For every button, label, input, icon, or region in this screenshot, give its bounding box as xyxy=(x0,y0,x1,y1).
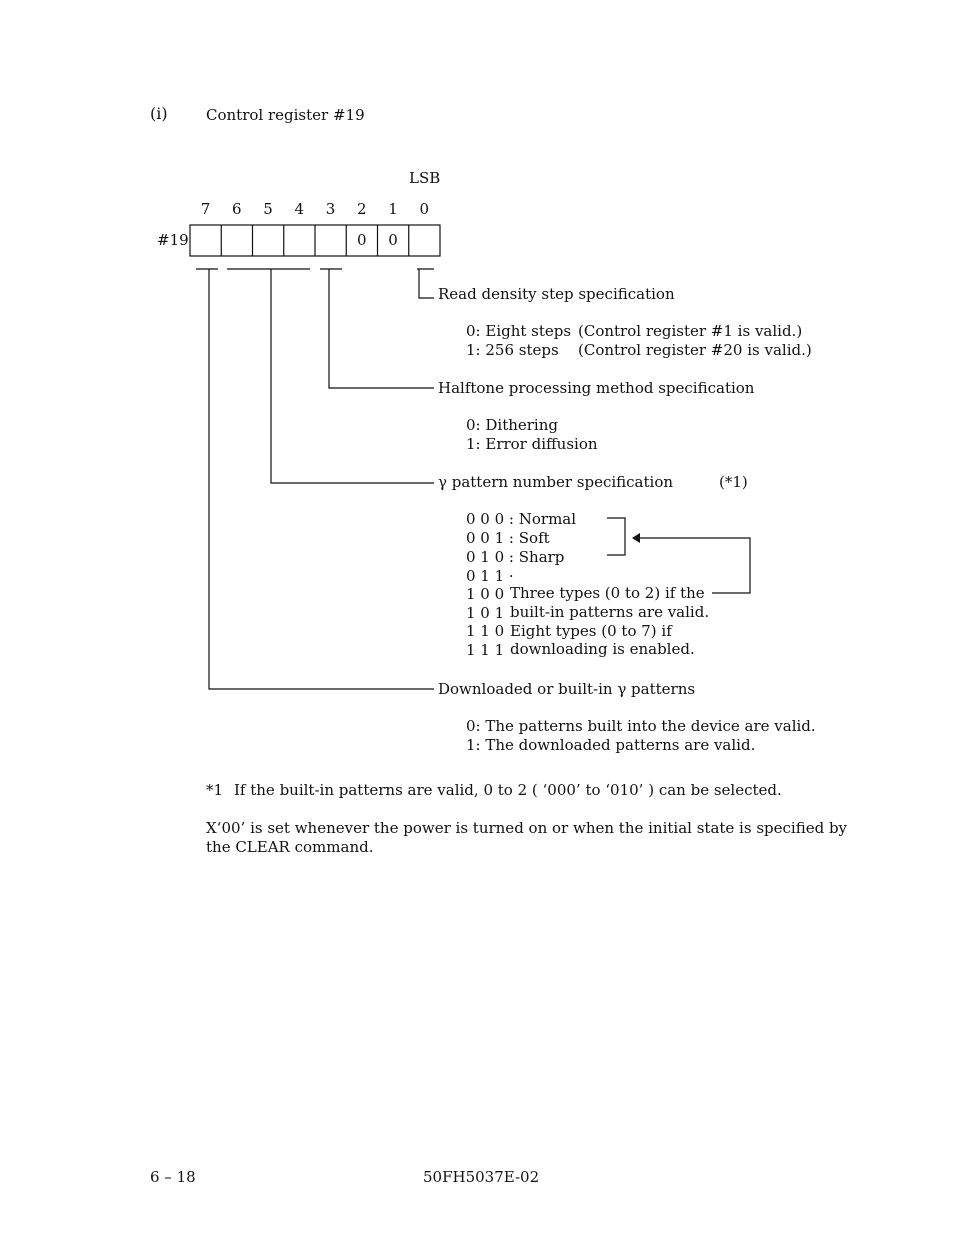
page-number: 6 – 18 xyxy=(150,1168,196,1186)
bit-number: 7 xyxy=(200,200,211,218)
gamma-note: Eight types (0 to 7) if xyxy=(510,622,672,640)
gamma-footnote-ref: (*1) xyxy=(719,473,748,491)
bit-number: 5 xyxy=(263,200,273,218)
read-density-option-note: (Control register #1 is valid.) xyxy=(578,322,803,340)
bit-cell: 0 xyxy=(388,231,398,249)
gamma-code: 1 0 0 xyxy=(466,585,505,603)
read-density-option-code: 1: 256 steps xyxy=(466,341,559,359)
bit-cell: 0 xyxy=(356,231,367,249)
lsb-label: LSB xyxy=(409,169,441,187)
halftone-title: Halftone processing method specification xyxy=(438,379,755,397)
section-title: Control register #19 xyxy=(206,106,365,124)
document-id: 50FH5037E-02 xyxy=(423,1168,540,1186)
section-marker: (i) xyxy=(150,104,168,123)
halftone-option: 0: Dithering xyxy=(466,416,558,434)
footnote-text: If the built-in patterns are valid, 0 to 2 ( ‘000’ to ‘010’ ) can be selected. xyxy=(234,781,782,799)
gamma-code: 1 0 1 xyxy=(466,604,505,622)
reset-note-line: the CLEAR command. xyxy=(206,838,374,856)
download-option: 0: The patterns built into the device are valid. xyxy=(466,717,816,735)
bit-number: 0 xyxy=(419,200,430,218)
bit-cell xyxy=(315,225,346,256)
bits4-6-leader xyxy=(271,269,434,483)
bit-cell xyxy=(253,225,284,256)
bit-number: 2 xyxy=(356,200,367,218)
footnote-marker: *1 xyxy=(206,781,224,799)
gamma-note: Three types (0 to 2) if the xyxy=(510,584,705,602)
gamma-code: 0 0 0 : Normal xyxy=(466,510,577,528)
gamma-code: 1 1 1 xyxy=(466,641,505,659)
gamma-note: downloading is enabled. xyxy=(510,640,695,658)
bit-number: 3 xyxy=(325,200,336,218)
read-density-option-code: 0: Eight steps xyxy=(466,322,572,340)
gamma-code: 0 1 1 · xyxy=(466,567,514,585)
gamma-code: 1 1 0 xyxy=(466,622,505,640)
bit-number: 4 xyxy=(294,200,305,218)
download-title: Downloaded or built-in γ patterns xyxy=(438,680,696,698)
read-density-title: Read density step specification xyxy=(438,285,675,303)
gamma-bracket xyxy=(607,518,625,555)
bit0-leader xyxy=(419,269,434,298)
bit-cell xyxy=(284,225,315,256)
download-option: 1: The downloaded patterns are valid. xyxy=(466,736,756,754)
bit-cell xyxy=(221,225,252,256)
gamma-arrowhead xyxy=(632,533,640,543)
bit-cell xyxy=(409,225,440,256)
bit-number: 1 xyxy=(388,200,398,218)
gamma-note: built-in patterns are valid. xyxy=(510,603,710,621)
gamma-code: 0 1 0 : Sharp xyxy=(466,548,565,566)
halftone-option: 1: Error diffusion xyxy=(466,435,598,453)
read-density-option-note: (Control register #20 is valid.) xyxy=(578,341,812,359)
gamma-code: 0 0 1 : Soft xyxy=(466,529,550,547)
gamma-title: γ pattern number specification xyxy=(438,473,674,491)
register-name: #19 xyxy=(157,231,189,249)
bit-number: 6 xyxy=(231,200,242,218)
bit7-leader xyxy=(209,269,434,689)
bit3-leader xyxy=(329,269,434,388)
reset-note-line: X‘00’ is set whenever the power is turned on or when the initial state is specified by xyxy=(206,819,848,837)
bit-cell xyxy=(190,225,221,256)
